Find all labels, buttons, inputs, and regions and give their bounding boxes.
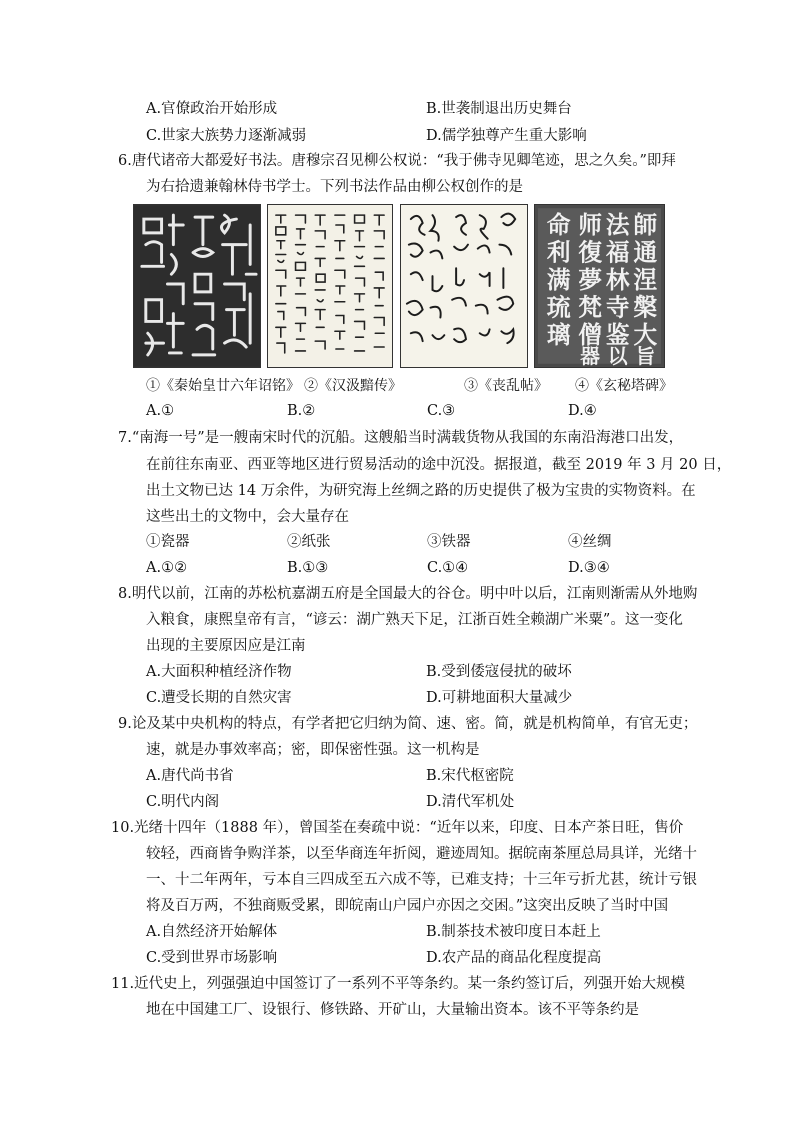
q10-line-3: 一、十二年两年，亏本自三四成至五六成不等，已难支持；十三年亏折尤甚，统计亏银 bbox=[146, 872, 697, 888]
stele-character: 福 bbox=[605, 238, 630, 267]
xuanmi-stele-rubbing-image bbox=[534, 204, 665, 368]
q8-line-1: 8.明代以前，江南的苏松杭嘉湖五府是全国最大的谷仓。明中叶以后，江南则渐需从外地购 bbox=[118, 586, 698, 602]
q8-option-a: A.大面积种植经济作物 bbox=[146, 664, 292, 680]
stele-character: 法 bbox=[605, 210, 630, 239]
q6-stem-line-2: 为右拾遗兼翰林侍书学士。下列书法作品由柳公权创作的是 bbox=[146, 179, 523, 195]
q11-line-2: 地在中国建工厂、设银行、修铁路、开矿山，大量输出资本。该不平等条约是 bbox=[146, 1002, 639, 1018]
caption-2: ②《汉汲黯传》 bbox=[304, 378, 402, 394]
stele-character: 器 bbox=[580, 344, 600, 367]
stele-character: 涅 bbox=[633, 265, 658, 294]
stele-character: 寺 bbox=[605, 293, 630, 322]
q11-line-1: 11.近代史上，列强强迫中国签订了一系列不平等条约。某一条约签订后，列强开始大规模 bbox=[111, 976, 686, 992]
stele-character: 林 bbox=[605, 265, 630, 294]
stele-character: 以 bbox=[607, 344, 628, 367]
q7-option-d: D.③④ bbox=[568, 560, 610, 576]
cursive-script-drawing bbox=[401, 205, 527, 367]
q8-line-2: 入粮食，康熙皇帝有言，“谚云：湖广熟天下足，江浙百姓全赖湖广米粟”。这一变化 bbox=[146, 612, 683, 628]
q10-line-2: 较轻，西商皆争购洋茶，以至华商连年折阅，避迹周知。据皖南茶厘总局具详，光绪十 bbox=[146, 846, 697, 862]
q6-option-c: C.③ bbox=[427, 403, 456, 419]
q5-option-a: A.官僚政治开始形成 bbox=[146, 101, 278, 117]
stele-character: 梵 bbox=[578, 293, 602, 322]
stele-character: 夢 bbox=[578, 265, 602, 294]
seal-script-drawing bbox=[134, 205, 260, 367]
q5-option-b: B.世袭制退出历史舞台 bbox=[426, 101, 572, 117]
q9-option-d: D.清代军机处 bbox=[426, 794, 515, 810]
stele-character: 琉 bbox=[546, 293, 571, 322]
q7-item-3: ③铁器 bbox=[427, 534, 471, 550]
q7-option-c: C.①④ bbox=[427, 560, 469, 576]
q10-option-b: B.制茶技术被印度日本赶上 bbox=[426, 924, 601, 940]
clerical-script-drawing bbox=[268, 205, 392, 367]
q10-line-1: 10.光绪十四年（1888 年），曾国荃在奏疏中说：“近年以来，印度、日本产茶日旺，售价 bbox=[111, 820, 684, 836]
q10-option-c: C.受到世界市场影响 bbox=[146, 950, 278, 966]
stele-character: 利 bbox=[546, 238, 571, 267]
q9-option-b: B.宋代枢密院 bbox=[426, 768, 514, 784]
q5-option-c: C.世家大族势力逐渐减弱 bbox=[146, 128, 307, 144]
q10-line-4: 将及百万两，不独商贩受累，即皖南山户园户亦因之交困。”这突出反映了当时中国 bbox=[146, 898, 669, 914]
q5-option-d: D.儒学独尊产生重大影响 bbox=[426, 128, 587, 144]
q7-line-3: 出土文物已达 14 万余件，为研究海上丝绸之路的历史提供了极为宝贵的实物资料。在 bbox=[146, 483, 696, 499]
q9-option-a: A.唐代尚书省 bbox=[146, 768, 234, 784]
q6-stem-line-1: 6.唐代诸帝大都爱好书法。唐穆宗召见柳公权说：“我于佛寺见卿笔迹，思之久矣。”即拜 bbox=[118, 153, 676, 169]
stele-character: 槃 bbox=[633, 293, 658, 322]
q8-option-b: B.受到倭寇侵扰的破坏 bbox=[426, 664, 572, 680]
q9-option-c: C.明代内阁 bbox=[146, 794, 220, 810]
q8-line-3: 出现的主要原因应是江南 bbox=[146, 638, 306, 654]
stele-character: 旨 bbox=[635, 344, 656, 367]
q7-line-4: 这些出土的文物中，会大量存在 bbox=[146, 509, 349, 525]
stele-rubbing-drawing bbox=[535, 205, 664, 367]
stele-character: 鉴 bbox=[605, 321, 630, 350]
stele-character: 通 bbox=[633, 238, 658, 267]
q6-option-a: A.① bbox=[146, 403, 175, 419]
q10-option-a: A.自然经济开始解体 bbox=[146, 924, 278, 940]
q7-option-b: B.①③ bbox=[287, 560, 329, 576]
cursive-script-letter-image bbox=[400, 204, 528, 368]
stele-character: 僧 bbox=[578, 321, 602, 350]
stele-character: 大 bbox=[633, 321, 658, 350]
q6-option-b: B.② bbox=[287, 403, 316, 419]
q9-line-1: 9.论及某中央机构的特点，有学者把它归纳为简、速、密。简，就是机构简单，有官无吏； bbox=[118, 716, 698, 732]
stele-character: 璃 bbox=[546, 321, 571, 350]
clerical-script-manuscript-image bbox=[267, 204, 393, 368]
q7-item-2: ②纸张 bbox=[287, 534, 331, 550]
q7-item-1: ①瓷器 bbox=[146, 534, 190, 550]
calligraphy-images bbox=[133, 204, 665, 368]
caption-1: ①《秦始皇廿六年诏铭》 bbox=[146, 378, 300, 394]
seal-script-inscription-image bbox=[133, 204, 261, 368]
q7-line-2: 在前往东南亚、西亚等地区进行贸易活动的途中沉没。据报道，截至 2019 年 3 月 20 日， bbox=[146, 457, 732, 473]
stele-character: 师 bbox=[578, 210, 602, 239]
caption-4: ④《玄秘塔碑》 bbox=[575, 378, 673, 394]
q7-line-1: 7.“南海一号”是一艘南宋时代的沉船。这艘船当时满载货物从我国的东南沿海港口出发， bbox=[118, 430, 684, 446]
stele-character: 復 bbox=[578, 238, 602, 267]
q8-option-d: D.可耕地面积大量减少 bbox=[426, 690, 573, 706]
q7-item-4: ④丝绸 bbox=[568, 534, 612, 550]
stele-character: 满 bbox=[546, 265, 571, 294]
q9-line-2: 速，就是办事效率高；密，即保密性强。这一机构是 bbox=[146, 742, 480, 758]
q10-option-d: D.农产品的商品化程度提高 bbox=[426, 950, 602, 966]
caption-3: ③《丧乱帖》 bbox=[464, 378, 548, 394]
q6-option-d: D.④ bbox=[568, 403, 597, 419]
q8-option-c: C.遭受长期的自然灾害 bbox=[146, 690, 292, 706]
stele-character: 命 bbox=[546, 210, 571, 239]
stele-character: 師 bbox=[633, 210, 658, 239]
q7-option-a: A.①② bbox=[146, 560, 188, 576]
